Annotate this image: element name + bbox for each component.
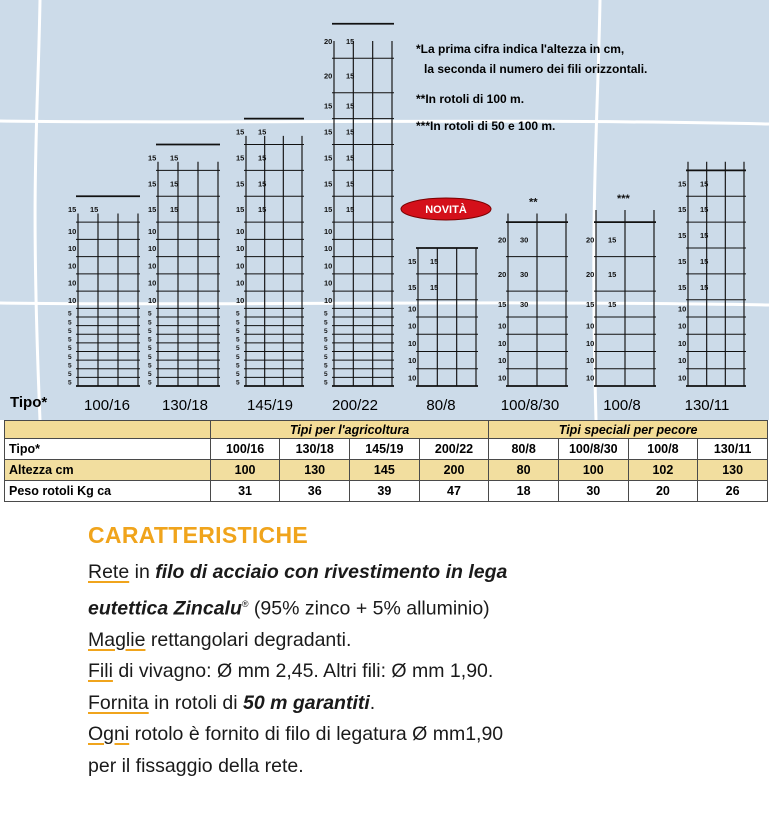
- mesh-size-label: 20: [324, 71, 333, 81]
- table-cell: 145: [350, 460, 420, 481]
- mesh-size-label: 5: [236, 319, 240, 327]
- fence-marker: ***: [617, 193, 630, 206]
- mesh-size-label: 10: [68, 244, 77, 253]
- mesh-size-label: 5: [236, 362, 240, 370]
- mesh-size-label: 5: [324, 371, 328, 379]
- registered-mark: ®: [241, 598, 249, 609]
- table-cell: 100/16: [210, 439, 280, 460]
- mesh-size-label: 10: [586, 356, 595, 366]
- mesh-size-label: 10: [324, 226, 333, 236]
- mesh-size-label: 5: [236, 353, 240, 361]
- feature-text: (95% zinco + 5% alluminio): [248, 597, 490, 619]
- fence-marker: **: [529, 196, 538, 209]
- mesh-size-label: 10: [586, 338, 595, 348]
- mesh-width-label: 15: [608, 235, 617, 245]
- mesh-width-label: 15: [608, 269, 617, 279]
- fence-code-label: 130/18: [162, 397, 208, 414]
- mesh-size-label: 10: [148, 295, 157, 305]
- mesh-size-label: 10: [236, 261, 245, 271]
- mesh-size-label: 5: [324, 362, 328, 370]
- mesh-width-label: 15: [170, 205, 179, 215]
- fence-code-label: 100/8/30: [500, 397, 560, 414]
- mesh-size-label: 15: [498, 300, 507, 310]
- mesh-width-label: 15: [258, 153, 267, 163]
- table-cell: 100: [558, 460, 628, 481]
- mesh-size-label: 10: [678, 321, 687, 331]
- table-cell: 80: [489, 460, 559, 481]
- table-cell: 130: [698, 460, 768, 481]
- table-cell: 20: [628, 481, 698, 502]
- mesh-width-label: 15: [258, 179, 267, 189]
- table-group-row: [5, 421, 768, 439]
- note-line-1: *La prima cifra indica l'altezza in cm,: [416, 42, 625, 56]
- mesh-width-label: 30: [520, 269, 529, 279]
- mesh-size-label: 5: [148, 345, 152, 353]
- mesh-size-label: 10: [236, 278, 245, 288]
- mesh-size-label: 10: [678, 356, 687, 366]
- mesh-size-label: 20: [586, 269, 595, 279]
- row-label: Peso rotoli Kg ca: [5, 481, 211, 502]
- mesh-size-label: 15: [148, 179, 157, 189]
- mesh-size-label: 10: [68, 261, 77, 271]
- mesh-size-label: 20: [586, 235, 595, 245]
- table-cell: 39: [350, 481, 420, 502]
- mesh-size-label: 15: [148, 205, 157, 215]
- row-label: Tipo*: [5, 439, 211, 460]
- specs-table: [4, 420, 768, 502]
- note-line-3: **In rotoli di 100 m.: [416, 92, 525, 106]
- table-cell: 31: [210, 481, 280, 502]
- mesh-width-label: 15: [700, 179, 709, 189]
- mesh-size-label: 5: [148, 371, 152, 379]
- fence-code-label: 80/8: [426, 397, 456, 414]
- mesh-size-label: 10: [236, 295, 245, 305]
- table-cell: 36: [280, 481, 350, 502]
- feature-line: [88, 656, 748, 688]
- mesh-size-label: 15: [236, 153, 245, 163]
- mesh-size-label: 5: [236, 345, 240, 353]
- mesh-width-label: 15: [258, 205, 267, 215]
- mesh-width-label: 15: [430, 282, 439, 292]
- mesh-size-label: 10: [148, 244, 157, 253]
- feature-keyword: Rete: [88, 561, 130, 583]
- mesh-size-label: 10: [68, 226, 77, 236]
- mesh-width-label: 15: [430, 256, 439, 266]
- table-cell: 100/8: [628, 439, 698, 460]
- mesh-size-label: 10: [498, 356, 507, 366]
- note-line-4: ***In rotoli di 50 e 100 m.: [416, 119, 556, 133]
- table-cell: 130/11: [698, 439, 768, 460]
- mesh-width-label: 15: [346, 205, 355, 215]
- features-section: [88, 522, 748, 782]
- tipo-label: Tipo*: [10, 394, 48, 411]
- feature-line: [88, 589, 748, 625]
- mesh-size-label: 5: [68, 379, 72, 387]
- mesh-width-label: 15: [700, 231, 709, 241]
- table-row: [5, 460, 768, 481]
- feature-text: di vivagno: Ø mm 2,45. Altri fili: Ø mm 1,90.: [112, 660, 494, 682]
- fence-code-label: 130/11: [684, 397, 730, 414]
- mesh-size-label: 5: [236, 336, 240, 344]
- mesh-size-label: 10: [68, 295, 77, 305]
- mesh-width-label: 15: [346, 101, 355, 111]
- mesh-width-label: 15: [346, 153, 355, 163]
- mesh-size-label: 10: [148, 261, 157, 271]
- mesh-size-label: 5: [324, 353, 328, 361]
- mesh-width-label: 15: [700, 282, 709, 292]
- table-cell: 47: [419, 481, 489, 502]
- mesh-width-label: 15: [346, 179, 355, 189]
- feature-line: [88, 719, 748, 751]
- mesh-size-label: 15: [586, 300, 595, 310]
- table-cell: 130/18: [280, 439, 350, 460]
- mesh-size-label: 5: [236, 371, 240, 379]
- table-cell: 18: [489, 481, 559, 502]
- mesh-size-label: 15: [678, 231, 687, 241]
- mesh-size-label: 15: [678, 179, 687, 189]
- table-cell: 100/8/30: [558, 439, 628, 460]
- mesh-size-label: 5: [68, 353, 72, 361]
- mesh-size-label: 15: [324, 205, 333, 215]
- feature-text: rettangolari degradanti.: [145, 628, 352, 651]
- feature-emphasis: eutettica Zincalu: [88, 597, 242, 619]
- mesh-size-label: 5: [236, 327, 240, 335]
- table-cell: 145/19: [350, 439, 420, 460]
- feature-text: rotolo è fornito di filo di legatura Ø mm1,90: [129, 723, 504, 745]
- mesh-size-label: 15: [324, 101, 333, 111]
- group-agri-header: Tipi per l'agricoltura: [210, 421, 489, 439]
- mesh-size-label: 10: [498, 338, 507, 348]
- features-title: CARATTERISTICHE: [88, 522, 309, 548]
- mesh-size-label: 5: [236, 379, 240, 387]
- mesh-size-label: 10: [678, 304, 687, 314]
- fence-code-label: 200/22: [332, 397, 378, 414]
- mesh-size-label: 5: [68, 327, 72, 335]
- mesh-width-label: 30: [520, 300, 529, 310]
- mesh-width-label: 15: [346, 37, 355, 46]
- table-row: [5, 481, 768, 502]
- mesh-size-label: 5: [148, 319, 152, 327]
- mesh-size-label: 20: [324, 37, 333, 46]
- group-sheep-header: Tipi speciali per pecore: [489, 421, 768, 439]
- mesh-size-label: 15: [678, 282, 687, 292]
- mesh-size-label: 5: [68, 319, 72, 327]
- mesh-size-label: 10: [68, 278, 77, 288]
- note-line-2: la seconda il numero dei fili orizzontali.: [424, 62, 648, 76]
- mesh-size-label: 5: [148, 353, 152, 361]
- mesh-width-label: 15: [700, 256, 709, 266]
- mesh-size-label: 15: [324, 179, 333, 189]
- mesh-size-label: 10: [408, 338, 417, 348]
- mesh-size-label: 10: [236, 244, 245, 253]
- fence-code-label: 145/19: [247, 397, 293, 414]
- mesh-size-label: 10: [324, 278, 333, 288]
- mesh-size-label: 15: [678, 256, 687, 266]
- feature-keyword: Fili: [88, 660, 113, 682]
- mesh-size-label: 5: [148, 362, 152, 370]
- mesh-size-label: 10: [678, 338, 687, 348]
- table-cell: 80/8: [489, 439, 559, 460]
- mesh-width-label: 15: [608, 300, 617, 310]
- feature-keyword: Maglie: [88, 628, 146, 651]
- mesh-size-label: 5: [148, 336, 152, 344]
- feature-line: [88, 625, 748, 657]
- mesh-size-label: 20: [498, 269, 507, 279]
- mesh-size-label: 15: [408, 256, 417, 266]
- fence-code-label: 100/16: [84, 397, 130, 414]
- feature-line: [88, 688, 748, 720]
- feature-line: per il fissaggio della rete.: [88, 754, 304, 777]
- mesh-size-label: 5: [68, 310, 72, 318]
- mesh-size-label: 15: [148, 153, 157, 163]
- feature-text: in rotoli di: [148, 691, 243, 714]
- mesh-size-label: 10: [498, 373, 507, 383]
- mesh-size-label: 10: [678, 373, 687, 383]
- mesh-width-label: 15: [346, 127, 355, 137]
- mesh-size-label: 5: [68, 345, 72, 353]
- table-cell: 102: [628, 460, 698, 481]
- mesh-size-label: 10: [324, 261, 333, 271]
- mesh-size-label: 5: [236, 310, 240, 318]
- mesh-size-label: 10: [408, 321, 417, 331]
- mesh-size-label: 5: [68, 371, 72, 379]
- mesh-width-label: 15: [170, 153, 179, 163]
- mesh-size-label: 10: [324, 244, 333, 253]
- mesh-width-label: 15: [90, 205, 99, 215]
- mesh-size-label: 10: [408, 356, 417, 366]
- table-cell: 100: [210, 460, 280, 481]
- mesh-size-label: 10: [408, 304, 417, 314]
- mesh-size-label: 10: [586, 321, 595, 331]
- mesh-size-label: 10: [148, 226, 157, 236]
- mesh-size-label: 5: [148, 327, 152, 335]
- mesh-size-label: 5: [324, 310, 328, 318]
- new-badge-label: NOVITÀ: [425, 204, 467, 216]
- mesh-width-label: 15: [700, 205, 709, 215]
- mesh-size-label: 10: [148, 278, 157, 288]
- mesh-size-label: 5: [68, 362, 72, 370]
- feature-keyword: Fornita: [88, 691, 149, 714]
- table-cell: 30: [558, 481, 628, 502]
- feature-line: [88, 557, 748, 589]
- mesh-size-label: 5: [324, 379, 328, 387]
- mesh-size-label: 5: [324, 336, 328, 344]
- table-row: [5, 439, 768, 460]
- mesh-size-label: 15: [236, 205, 245, 215]
- mesh-size-label: 15: [408, 282, 417, 292]
- mesh-size-label: 5: [148, 379, 152, 387]
- support-wire: [0, 121, 769, 124]
- feature-emphasis: filo di acciaio con rivestimento in lega: [155, 561, 508, 583]
- table-cell: 130: [280, 460, 350, 481]
- row-label: Altezza cm: [5, 460, 211, 481]
- mesh-size-label: 5: [148, 310, 152, 318]
- fence-code-label: 100/8: [603, 397, 641, 414]
- table-cell: [5, 421, 211, 439]
- mesh-size-label: 15: [324, 127, 333, 137]
- table-cell: 26: [698, 481, 768, 502]
- mesh-size-label: 10: [498, 321, 507, 331]
- mesh-size-label: 5: [324, 327, 328, 335]
- mesh-size-label: 5: [324, 345, 328, 353]
- feature-text: in: [129, 561, 156, 583]
- mesh-size-label: 5: [68, 336, 72, 344]
- mesh-width-label: 15: [170, 179, 179, 189]
- mesh-size-label: 10: [324, 295, 333, 305]
- mesh-size-label: 15: [236, 179, 245, 189]
- mesh-size-label: 15: [678, 205, 687, 215]
- mesh-size-label: 10: [236, 226, 245, 236]
- table-cell: 200: [419, 460, 489, 481]
- mesh-width-label: 15: [346, 71, 355, 81]
- mesh-size-label: 20: [498, 235, 507, 245]
- mesh-size-label: 15: [324, 153, 333, 163]
- mesh-size-label: 15: [68, 205, 77, 215]
- mesh-width-label: 30: [520, 235, 529, 245]
- mesh-width-label: 15: [258, 127, 267, 137]
- feature-text: .: [369, 691, 376, 714]
- mesh-size-label: 10: [586, 373, 595, 383]
- mesh-size-label: 15: [236, 127, 245, 137]
- table-cell: 200/22: [419, 439, 489, 460]
- feature-emphasis: 50 m garantiti: [243, 691, 370, 714]
- mesh-size-label: 10: [408, 373, 417, 383]
- support-wire: [35, 0, 40, 420]
- feature-keyword: Ogni: [88, 723, 130, 745]
- mesh-size-label: 5: [324, 319, 328, 327]
